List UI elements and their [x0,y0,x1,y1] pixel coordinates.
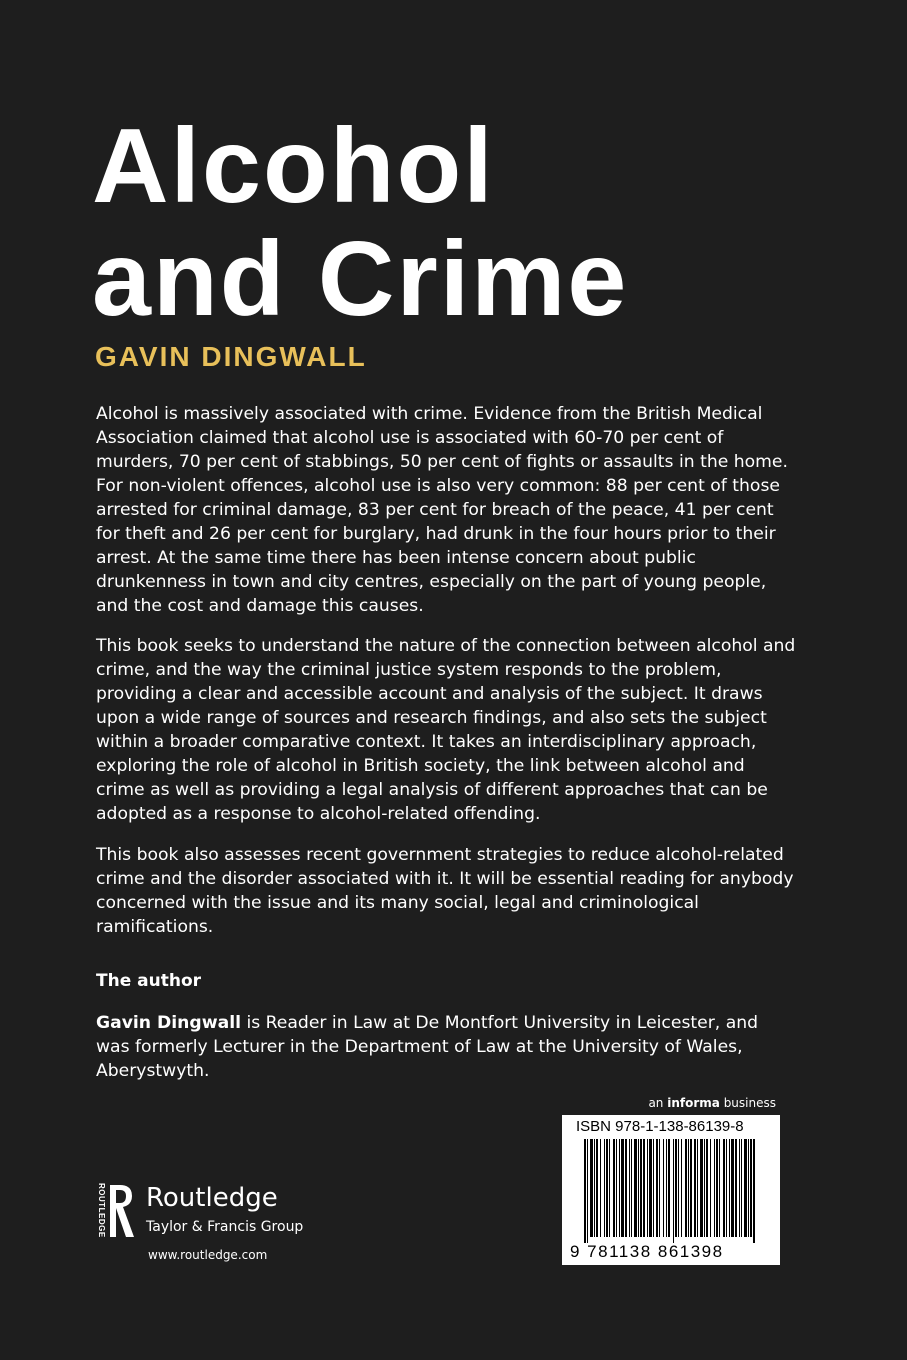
about-author-heading: The author [96,971,202,991]
author-bio-text: is Reader in Law at De Montfort University in Leicester, and was formerly Lecturer in the Department of Law at the University of Wales, Aberystwyth. [96,1013,759,1081]
blurb-paragraph-3: This book also assesses recent government strategies to reduce alcohol-related crime and the disorder associated with it. It will be essential reading for anybody concerned with the issue and its many social, legal and criminological ramifications. [96,845,794,937]
barcode-digits: 9 781138 861398 [570,1242,724,1261]
informa-suffix: business [719,1096,776,1110]
blurb-paragraph-2: This book seeks to understand the nature of the connection between alcohol and crime, and the way the criminal justice system responds to the problem, providing a clear and accessible account and analysis of the subject. It draws upon a wide range of sources and research findings, and also sets the subject within a broader comparative context. It takes an interdisciplinary approach, exploring the role of alcohol in British society, the link between alcohol and crime as well as providing a legal analysis of different approaches that can be adopted as a response to alcohol-related offending. [96,636,796,824]
routledge-logo-icon [106,1181,136,1241]
publisher-url[interactable]: www.routledge.com [148,1248,268,1262]
book-title-line-1: Alcohol [92,107,495,225]
author-name: GAVIN DINGWALL [95,341,367,372]
author-bio-name: Gavin Dingwall [96,1013,241,1033]
book-title-line-2: and Crime [92,220,629,338]
informa-prefix: an [648,1096,668,1110]
isbn-number: ISBN 978-1-138-86139-8 [576,1118,744,1135]
publisher-group: Taylor & Francis Group [146,1219,304,1235]
routledge-logo-vertical-text: ROUTLEDGE [97,1183,106,1238]
publisher-name: Routledge [146,1183,278,1213]
author-bio [96,1011,786,1083]
barcode-bars [584,1139,758,1243]
informa-business-label [648,1096,776,1110]
isbn-barcode [562,1115,780,1265]
blurb-paragraph-1: Alcohol is massively associated with crime. Evidence from the British Medical Association claimed that alcohol use is associated with 60-70 per cent of murders, 70 per cent of stabbings, 50 per cent of fights or assaults in the home. For non-violent offences, alcohol use is also very common: 88 per cent of those arrested for criminal damage, 83 per cent for breach of the peace, 41 per cent for theft and 26 per cent for burglary, had drunk in the four hours prior to their arrest. At the same time there has been intense concern about public drunkenness in town and city centres, especially on the part of young people, and the cost and damage this causes. [96,404,788,616]
informa-brand: informa [667,1096,720,1110]
